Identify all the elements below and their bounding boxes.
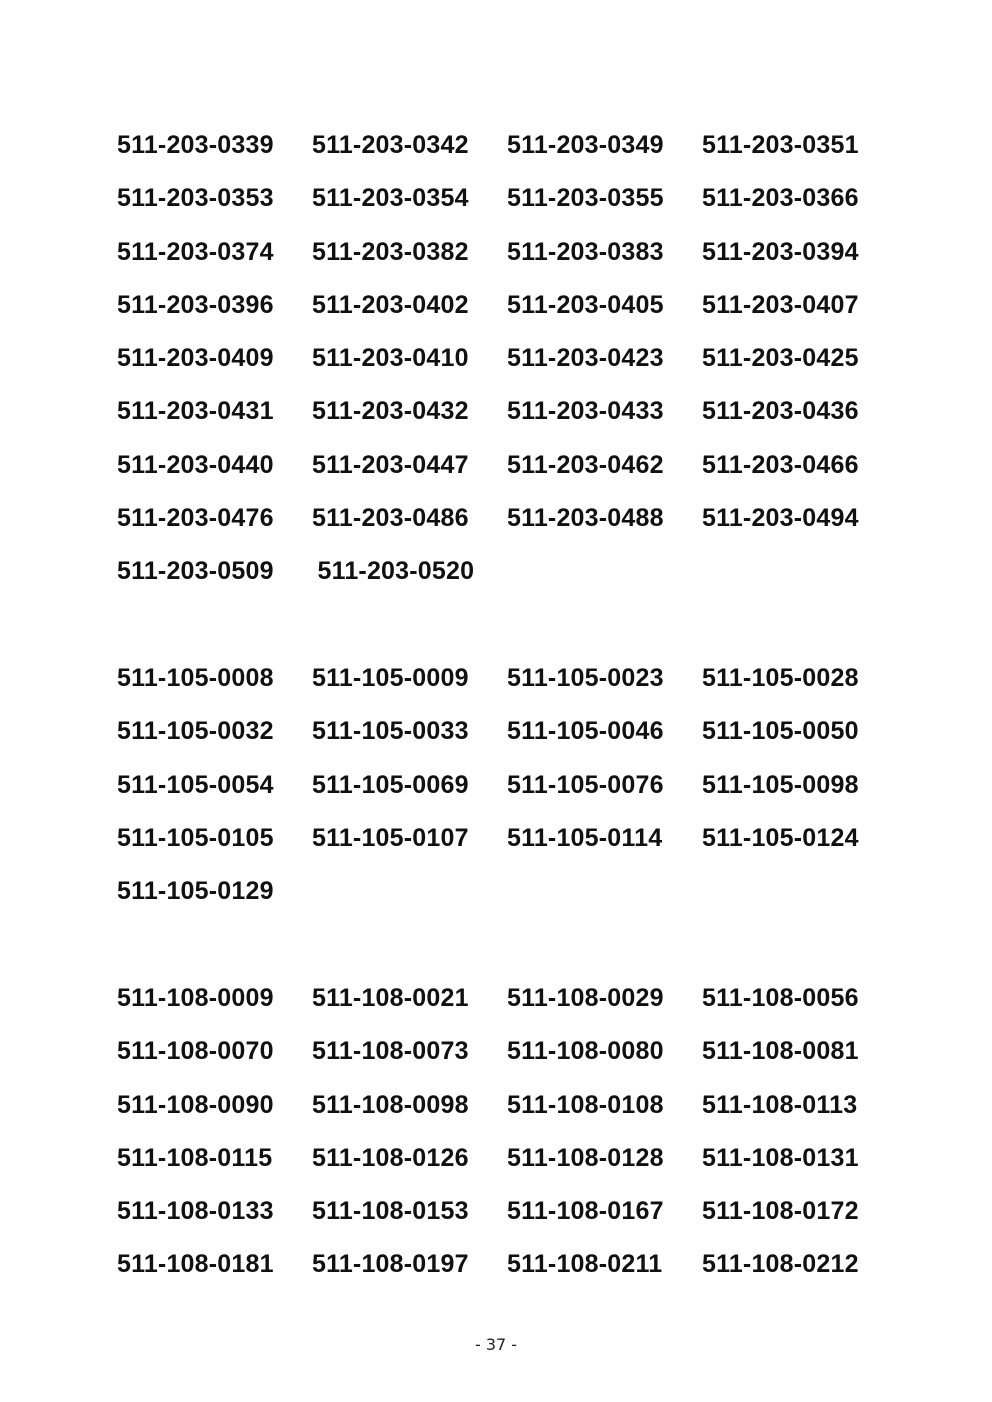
- code-entry: 511-105-0008: [117, 664, 274, 692]
- code-entry: 511-203-0436: [702, 397, 859, 426]
- code-entry: 511-105-0124: [702, 823, 859, 852]
- code-entry: 511-203-0349: [507, 131, 664, 159]
- code-entry: 511-105-0032: [117, 717, 274, 746]
- code-entry: 511-203-0382: [312, 237, 469, 266]
- code-entry: 511-108-0098: [312, 1090, 469, 1119]
- code-entry: 511-108-0197: [312, 1250, 469, 1279]
- page-number: - 37 -: [474, 1335, 518, 1354]
- code-row: [117, 869, 897, 922]
- code-entry: 511-203-0410: [312, 344, 469, 373]
- code-entry: 511-108-0021: [312, 984, 469, 1012]
- code-row: [117, 123, 897, 176]
- code-row: [117, 1189, 897, 1242]
- code-entry: 511-203-0409: [117, 344, 274, 373]
- code-row: [117, 1242, 897, 1295]
- code-group-511-105: [117, 656, 897, 922]
- code-entry: 511-108-0056: [702, 984, 859, 1012]
- code-entry: 511-105-0046: [507, 717, 664, 746]
- code-entry: 511-105-0054: [117, 770, 274, 799]
- code-entry: 511-105-0098: [702, 770, 859, 799]
- code-entry: 511-105-0114: [507, 823, 663, 852]
- code-entry: 511-108-0009: [117, 984, 274, 1012]
- code-entry: 511-108-0090: [117, 1090, 274, 1119]
- code-entry: 511-108-0081: [702, 1037, 859, 1066]
- code-entry: 511-203-0394: [702, 237, 859, 266]
- code-entry: 511-105-0129: [117, 877, 274, 906]
- code-entry: 511-108-0211: [507, 1250, 663, 1279]
- code-entry: 511-203-0351: [702, 131, 859, 159]
- code-row: [117, 549, 897, 602]
- code-entry: 511-203-0432: [312, 397, 469, 426]
- code-group-511-203: [117, 123, 897, 603]
- code-row: [117, 283, 897, 336]
- code-entry: 511-108-0115: [117, 1143, 273, 1172]
- code-entry: 511-203-0486: [312, 504, 469, 533]
- code-entry: 511-203-0476: [117, 504, 274, 533]
- code-entry: 511-203-0374: [117, 237, 274, 266]
- code-entry: 511-203-0383: [507, 237, 664, 266]
- code-entry: 511-105-0028: [702, 664, 859, 692]
- code-entry: 511-105-0050: [702, 717, 859, 746]
- code-row: [117, 336, 897, 389]
- code-entry: 511-203-0353: [117, 184, 274, 213]
- code-entry: 511-108-0113: [702, 1090, 858, 1119]
- code-row: [117, 1136, 897, 1189]
- code-entry: 511-105-0069: [312, 770, 469, 799]
- code-entry: 511-203-0440: [117, 450, 274, 479]
- code-entry: 511-203-0494: [702, 504, 859, 533]
- code-entry: 511-203-0462: [507, 450, 664, 479]
- code-row: [117, 816, 897, 869]
- code-row: [117, 976, 897, 1029]
- code-entry: 511-108-0080: [507, 1037, 664, 1066]
- code-entry: 511-203-0396: [117, 290, 274, 319]
- code-group-511-108: [117, 976, 897, 1296]
- code-entry: 511-203-0509: [117, 557, 274, 586]
- code-row: [117, 763, 897, 816]
- code-row: [117, 176, 897, 229]
- code-entry: 511-203-0431: [117, 397, 274, 426]
- code-entry: 511-105-0009: [312, 664, 469, 692]
- code-row: [117, 656, 897, 709]
- code-entry: 511-203-0447: [312, 450, 469, 479]
- code-entry: 511-108-0181: [117, 1250, 274, 1279]
- code-entry: 511-203-0407: [702, 290, 859, 319]
- code-row: [117, 443, 897, 496]
- code-entry: 511-108-0029: [507, 984, 664, 1012]
- code-row: [117, 1029, 897, 1082]
- code-entry: 511-108-0212: [702, 1250, 859, 1279]
- code-entry: 511-203-0425: [702, 344, 859, 373]
- code-entry: 511-108-0153: [312, 1197, 469, 1226]
- code-entry: 511-203-0355: [507, 184, 664, 213]
- code-entry: 511-203-0405: [507, 290, 664, 319]
- code-entry: 511-108-0128: [507, 1143, 664, 1172]
- code-entry: 511-203-0339: [117, 131, 274, 159]
- code-row: [117, 709, 897, 762]
- code-entry: 511-108-0172: [702, 1197, 859, 1226]
- code-entry: 511-203-0354: [312, 184, 469, 213]
- code-entry: 511-105-0076: [507, 770, 664, 799]
- code-entry: 511-108-0108: [507, 1090, 664, 1119]
- code-entry: 511-108-0070: [117, 1037, 274, 1066]
- code-entry: 511-108-0126: [312, 1143, 469, 1172]
- code-entry: 511-203-0402: [312, 290, 469, 319]
- code-entry: 511-203-0366: [702, 184, 859, 213]
- code-entry: 511-108-0133: [117, 1197, 274, 1226]
- code-entry: 511-105-0033: [312, 717, 469, 746]
- code-entry: 511-105-0107: [312, 823, 469, 852]
- code-entry: 511-203-0520: [317, 557, 475, 586]
- code-entry: 511-105-0023: [507, 664, 664, 692]
- code-entry: 511-108-0073: [312, 1037, 469, 1066]
- code-row: [117, 230, 897, 283]
- code-entry: 511-203-0466: [702, 450, 859, 479]
- code-row: [117, 496, 897, 549]
- code-entry: 511-203-0433: [507, 397, 664, 426]
- code-entry: 511-105-0105: [117, 823, 274, 852]
- code-entry: 511-108-0131: [702, 1143, 859, 1172]
- code-row: [117, 389, 897, 442]
- code-row: [117, 1083, 897, 1136]
- code-entry: 511-203-0342: [312, 131, 469, 159]
- code-entry: 511-203-0488: [507, 504, 664, 533]
- code-entry: 511-108-0167: [507, 1197, 664, 1226]
- code-entry: 511-203-0423: [507, 344, 664, 373]
